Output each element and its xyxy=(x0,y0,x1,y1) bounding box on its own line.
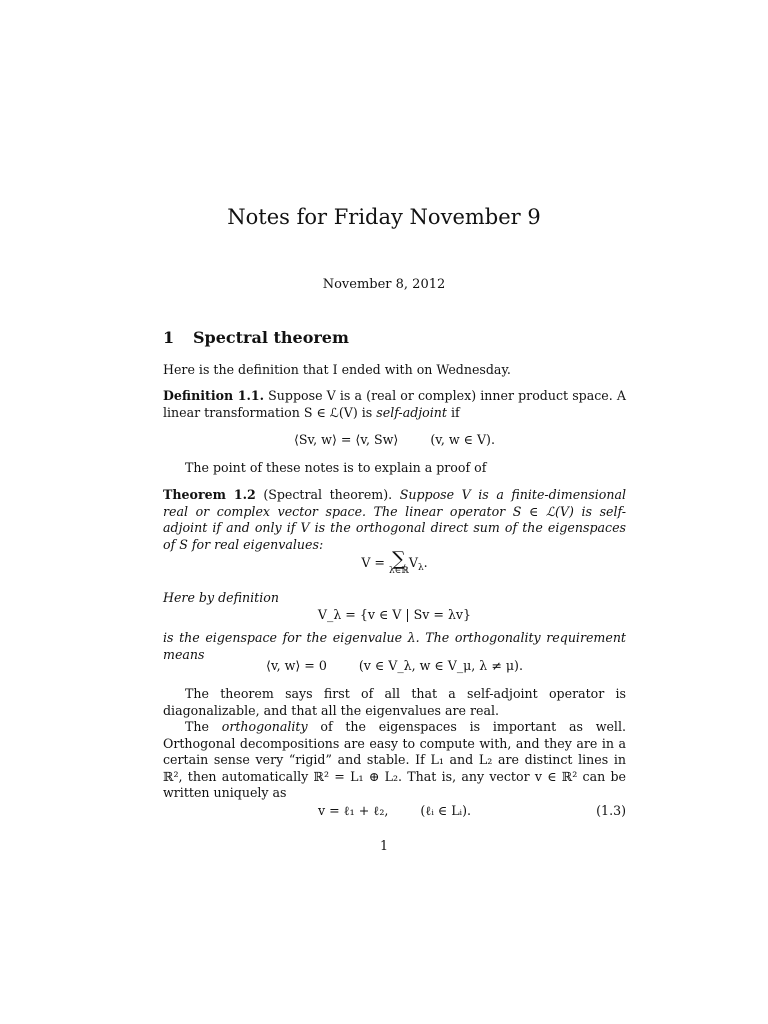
theorem-equation xyxy=(163,548,626,577)
eigenspace-text: is the eigenspace for the eigenvalue λ. The orthogonality requirement means xyxy=(163,630,626,662)
intro-paragraph: Here is the definition that I ended with on Wednesday. xyxy=(163,362,511,377)
definition-equation: ⟨Sv, w⟩ = ⟨v, Sw⟩ (v, w ∈ V). xyxy=(294,432,495,447)
here-text: Here by definition xyxy=(163,590,279,605)
definition-text-end: if xyxy=(450,404,460,420)
theorem-eq-rhs-subscript: λ xyxy=(417,563,424,573)
section-number: 1 xyxy=(163,328,175,347)
section-heading xyxy=(163,328,349,347)
theorem-name: (Spectral theorem). xyxy=(263,487,393,502)
sum-operator xyxy=(388,548,409,577)
sum-symbol: ∑ xyxy=(392,548,406,570)
theorem-eq-lhs: V = xyxy=(361,555,389,570)
theorem-statement: Suppose V is a finite-dimensional real or complex vector space. The linear operator S ∈ ℒ(V) is self-adjoint if and only if V is the orthogonal direct sum of the eigenspaces of S for real eigenvalues: xyxy=(163,487,626,552)
here-by-definition xyxy=(163,590,626,607)
document-title: Notes for Friday November 9 xyxy=(227,205,541,229)
definition-label: Definition 1.1. xyxy=(163,388,265,403)
eigenspace-equation: V_λ = {v ∈ V | Sv = λv} xyxy=(317,607,472,622)
theorem-eq-end: . xyxy=(423,555,428,570)
document-date: November 8, 2012 xyxy=(322,277,446,292)
orthogonality-equation: ⟨v, w⟩ = 0 (v ∈ V_λ, w ∈ V_μ, λ ≠ μ). xyxy=(266,658,523,673)
final-equation: v = ℓ₁ + ℓ₂, (ℓᵢ ∈ Lᵢ). xyxy=(317,803,472,818)
point-paragraph: The point of these notes is to explain a proof of xyxy=(185,460,487,475)
equation-number: (1.3) xyxy=(596,803,626,818)
definition-term: self-adjoint xyxy=(376,404,447,420)
theorem-block xyxy=(163,487,626,553)
theorem-label: Theorem 1.2 xyxy=(163,487,256,502)
definition-text: Suppose V is a (real or complex) inner product space. A linear transformation S ∈ ℒ(V) is xyxy=(163,388,626,420)
sum-subscript: λ∈ℝ xyxy=(388,566,409,576)
theorem-says-paragraph: The theorem says first of all that a self-adjoint operator is diagonalizable, and that all the eigenvalues are real. xyxy=(163,686,626,718)
definition-block xyxy=(163,388,626,421)
theorem-eq-rhs: V xyxy=(408,555,418,570)
section-title: Spectral theorem xyxy=(193,328,349,347)
orthogonality-paragraph xyxy=(163,719,626,802)
orthogonality-text-a: The xyxy=(185,719,209,734)
page-number: 1 xyxy=(379,838,388,853)
final-equation-row xyxy=(163,803,626,819)
orthogonality-term: orthogonality xyxy=(221,719,308,734)
orthogonality-text-b: of the eigenspaces is important as well. Orthogonal decompositions are easy to compute with, and they are in a certain sense very “rigid” and stable. If L₁ and L₂ are distinct lines in ℝ², then automatically ℝ² = L₁ ⊕ L₂. That is, any vector v ∈ ℝ² can be written uniquely as xyxy=(163,719,626,800)
